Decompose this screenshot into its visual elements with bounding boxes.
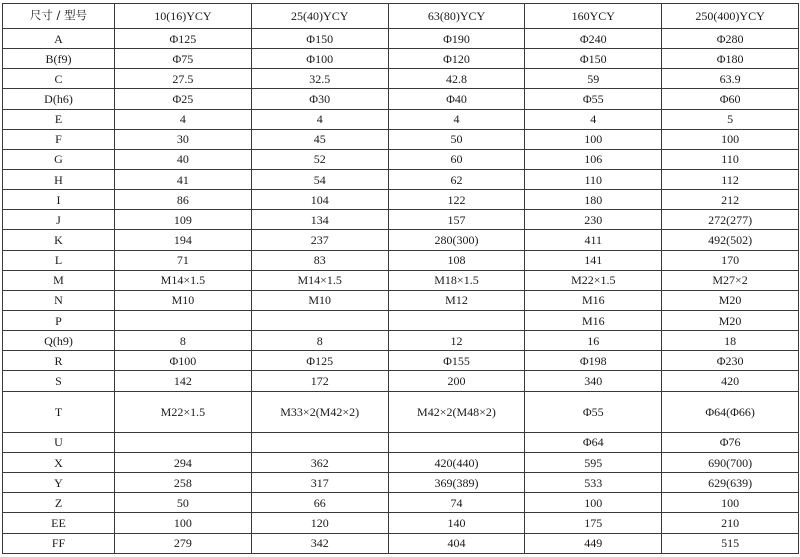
row-label-cell: T (3, 391, 115, 432)
table-row (3, 351, 799, 371)
value-cell: Φ40 (388, 89, 525, 109)
row-label-cell: C (3, 69, 115, 89)
table-row (3, 493, 799, 513)
value-cell: 110 (662, 149, 799, 169)
value-cell: 342 (251, 533, 388, 553)
table-row (3, 210, 799, 230)
row-label-cell: Z (3, 493, 115, 513)
value-cell: 110 (525, 169, 662, 189)
value-cell: Φ100 (115, 351, 252, 371)
header-cell-model: 10(16)YCY (115, 4, 252, 29)
table-row (3, 129, 799, 149)
value-cell: 54 (251, 169, 388, 189)
table-row (3, 270, 799, 290)
value-cell: 172 (251, 371, 388, 391)
table-row (3, 371, 799, 391)
value-cell: 100 (115, 513, 252, 533)
value-cell: 30 (115, 129, 252, 149)
value-cell: 32.5 (251, 69, 388, 89)
header-cell-model: 25(40)YCY (251, 4, 388, 29)
value-cell: 690(700) (662, 452, 799, 472)
dimension-spec-table (2, 3, 799, 554)
row-label-cell: S (3, 371, 115, 391)
value-cell: Φ180 (662, 49, 799, 69)
value-cell: M42×2(M48×2) (388, 391, 525, 432)
value-cell: 279 (115, 533, 252, 553)
value-cell: 100 (662, 493, 799, 513)
value-cell: 60 (388, 149, 525, 169)
value-cell: Φ280 (662, 29, 799, 49)
row-label-cell: A (3, 29, 115, 49)
value-cell: 45 (251, 129, 388, 149)
value-cell: 4 (115, 109, 252, 129)
value-cell: M10 (251, 290, 388, 310)
value-cell: M14×1.5 (251, 270, 388, 290)
table-row (3, 473, 799, 493)
row-label-cell: X (3, 452, 115, 472)
value-cell: 449 (525, 533, 662, 553)
table-row (3, 250, 799, 270)
value-cell: M16 (525, 310, 662, 330)
table-row (3, 69, 799, 89)
value-cell: Φ120 (388, 49, 525, 69)
row-label-cell: F (3, 129, 115, 149)
table-row (3, 513, 799, 533)
value-cell: 369(389) (388, 473, 525, 493)
value-cell: 515 (662, 533, 799, 553)
row-label-cell: FF (3, 533, 115, 553)
value-cell: 194 (115, 230, 252, 250)
value-cell: 59 (525, 69, 662, 89)
value-cell: 122 (388, 190, 525, 210)
value-cell: 4 (388, 109, 525, 129)
value-cell: 212 (662, 190, 799, 210)
row-label-cell: EE (3, 513, 115, 533)
value-cell: M18×1.5 (388, 270, 525, 290)
value-cell: 104 (251, 190, 388, 210)
value-cell: 4 (525, 109, 662, 129)
row-label-cell: Q(h9) (3, 331, 115, 351)
table-row (3, 391, 799, 432)
value-cell: 404 (388, 533, 525, 553)
row-label-cell: M (3, 270, 115, 290)
row-label-cell: P (3, 310, 115, 330)
value-cell: 106 (525, 149, 662, 169)
header-cell-model: 63(80)YCY (388, 4, 525, 29)
table-row (3, 533, 799, 553)
value-cell: Φ240 (525, 29, 662, 49)
value-cell: 40 (115, 149, 252, 169)
value-cell: 272(277) (662, 210, 799, 230)
value-cell: 74 (388, 493, 525, 513)
value-cell: M33×2(M42×2) (251, 391, 388, 432)
row-label-cell: E (3, 109, 115, 129)
value-cell: 175 (525, 513, 662, 533)
value-cell: 100 (525, 129, 662, 149)
value-cell: 42.8 (388, 69, 525, 89)
value-cell: 50 (115, 493, 252, 513)
table-row (3, 149, 799, 169)
value-cell: Φ55 (525, 89, 662, 109)
value-cell: 86 (115, 190, 252, 210)
value-cell: M22×1.5 (525, 270, 662, 290)
row-label-cell: B(f9) (3, 49, 115, 69)
value-cell: Φ55 (525, 391, 662, 432)
value-cell: 83 (251, 250, 388, 270)
value-cell (115, 432, 252, 452)
value-cell: 629(639) (662, 473, 799, 493)
value-cell: M20 (662, 310, 799, 330)
value-cell: 420(440) (388, 452, 525, 472)
value-cell: 280(300) (388, 230, 525, 250)
row-label-cell: J (3, 210, 115, 230)
table-row (3, 109, 799, 129)
value-cell: M22×1.5 (115, 391, 252, 432)
value-cell: Φ75 (115, 49, 252, 69)
table-row (3, 432, 799, 452)
row-label-cell: H (3, 169, 115, 189)
header-cell-dimension-model: 尺寸 / 型号 (3, 4, 115, 29)
table-row (3, 190, 799, 210)
value-cell: 108 (388, 250, 525, 270)
row-label-cell: G (3, 149, 115, 169)
value-cell: 100 (525, 493, 662, 513)
value-cell: Φ64(Φ66) (662, 391, 799, 432)
value-cell: 180 (525, 190, 662, 210)
value-cell: Φ60 (662, 89, 799, 109)
row-label-cell: Y (3, 473, 115, 493)
value-cell: Φ25 (115, 89, 252, 109)
value-cell: Φ30 (251, 89, 388, 109)
value-cell: 18 (662, 331, 799, 351)
value-cell: 62 (388, 169, 525, 189)
value-cell: 140 (388, 513, 525, 533)
value-cell: 66 (251, 493, 388, 513)
row-label-cell: N (3, 290, 115, 310)
value-cell: 595 (525, 452, 662, 472)
value-cell: 210 (662, 513, 799, 533)
value-cell: 170 (662, 250, 799, 270)
value-cell: 492(502) (662, 230, 799, 250)
value-cell: 237 (251, 230, 388, 250)
value-cell: 100 (662, 129, 799, 149)
value-cell: M12 (388, 290, 525, 310)
value-cell (251, 310, 388, 330)
value-cell: 109 (115, 210, 252, 230)
value-cell: 120 (251, 513, 388, 533)
row-label-cell: U (3, 432, 115, 452)
value-cell: 52 (251, 149, 388, 169)
value-cell: M20 (662, 290, 799, 310)
table-row (3, 310, 799, 330)
header-row (3, 4, 799, 29)
value-cell: Φ190 (388, 29, 525, 49)
value-cell: 5 (662, 109, 799, 129)
value-cell: Φ150 (251, 29, 388, 49)
value-cell: M14×1.5 (115, 270, 252, 290)
value-cell: Φ230 (662, 351, 799, 371)
value-cell: 112 (662, 169, 799, 189)
value-cell: Φ198 (525, 351, 662, 371)
value-cell: 230 (525, 210, 662, 230)
value-cell: 317 (251, 473, 388, 493)
value-cell: 420 (662, 371, 799, 391)
table-row (3, 331, 799, 351)
value-cell: 27.5 (115, 69, 252, 89)
value-cell: Φ76 (662, 432, 799, 452)
value-cell: 4 (251, 109, 388, 129)
value-cell: 411 (525, 230, 662, 250)
value-cell (388, 310, 525, 330)
value-cell: 340 (525, 371, 662, 391)
row-label-cell: L (3, 250, 115, 270)
row-label-cell: I (3, 190, 115, 210)
table-row (3, 89, 799, 109)
value-cell: Φ155 (388, 351, 525, 371)
value-cell: 362 (251, 452, 388, 472)
value-cell: Φ64 (525, 432, 662, 452)
value-cell (115, 310, 252, 330)
value-cell: 141 (525, 250, 662, 270)
value-cell: 294 (115, 452, 252, 472)
value-cell: 71 (115, 250, 252, 270)
row-label-cell: R (3, 351, 115, 371)
value-cell: 8 (115, 331, 252, 351)
value-cell: 200 (388, 371, 525, 391)
value-cell: 16 (525, 331, 662, 351)
table-row (3, 29, 799, 49)
table-row (3, 452, 799, 472)
value-cell: M27×2 (662, 270, 799, 290)
value-cell: Φ125 (251, 351, 388, 371)
row-label-cell: D(h6) (3, 89, 115, 109)
value-cell: M10 (115, 290, 252, 310)
row-label-cell: K (3, 230, 115, 250)
value-cell: Φ150 (525, 49, 662, 69)
table-row (3, 290, 799, 310)
value-cell: 157 (388, 210, 525, 230)
value-cell (251, 432, 388, 452)
value-cell: 533 (525, 473, 662, 493)
header-cell-model: 160YCY (525, 4, 662, 29)
value-cell: Φ125 (115, 29, 252, 49)
value-cell (388, 432, 525, 452)
value-cell: 63.9 (662, 69, 799, 89)
table-row (3, 49, 799, 69)
value-cell: 142 (115, 371, 252, 391)
header-cell-model: 250(400)YCY (662, 4, 799, 29)
value-cell: 134 (251, 210, 388, 230)
value-cell: 12 (388, 331, 525, 351)
value-cell: 41 (115, 169, 252, 189)
table-row (3, 169, 799, 189)
value-cell: M16 (525, 290, 662, 310)
value-cell: 8 (251, 331, 388, 351)
value-cell: 50 (388, 129, 525, 149)
value-cell: 258 (115, 473, 252, 493)
value-cell: Φ100 (251, 49, 388, 69)
table-row (3, 230, 799, 250)
